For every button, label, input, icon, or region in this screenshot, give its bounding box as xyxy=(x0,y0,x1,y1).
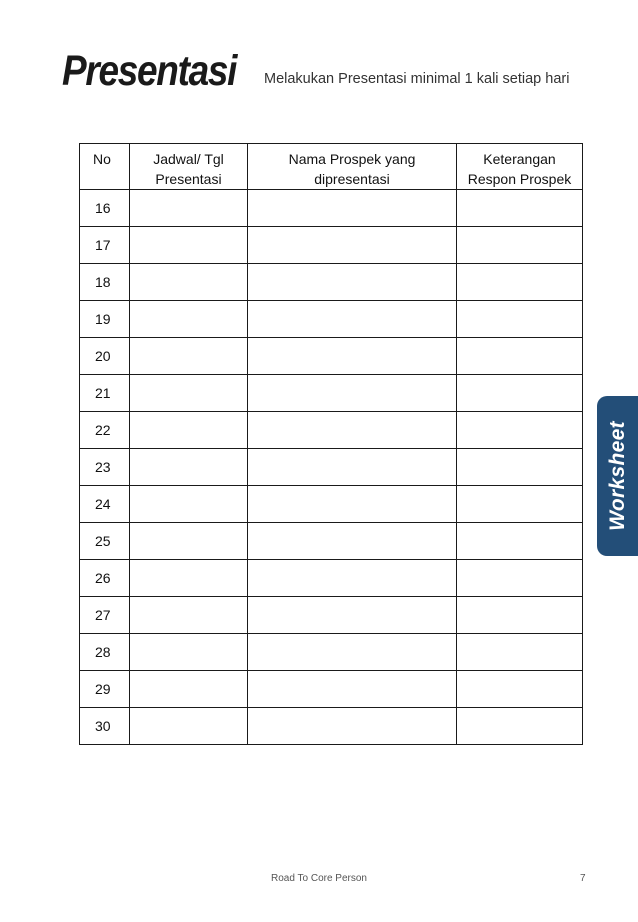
column-header-notes-line1: Keterangan xyxy=(483,151,556,167)
notes-cell[interactable] xyxy=(457,449,583,486)
row-number-cell: 18 xyxy=(80,264,130,301)
notes-cell[interactable] xyxy=(457,597,583,634)
prospect-name-cell[interactable] xyxy=(248,449,457,486)
prospect-name-cell[interactable] xyxy=(248,375,457,412)
notes-cell[interactable] xyxy=(457,560,583,597)
column-header-notes-line2: Respon Prospek xyxy=(467,171,572,187)
schedule-cell[interactable] xyxy=(130,375,248,412)
notes-cell[interactable] xyxy=(457,375,583,412)
column-header-prospect-name-line1: Nama Prospek yang xyxy=(288,151,416,167)
table-row xyxy=(80,227,583,264)
prospect-name-cell[interactable] xyxy=(248,338,457,375)
schedule-cell[interactable] xyxy=(130,671,248,708)
notes-cell[interactable] xyxy=(457,190,583,227)
table-row xyxy=(80,634,583,671)
page-subtitle: Melakukan Presentasi minimal 1 kali setiap hari xyxy=(264,71,570,87)
notes-cell[interactable] xyxy=(457,634,583,671)
row-number-cell: 24 xyxy=(80,486,130,523)
table-row xyxy=(80,560,583,597)
table-row xyxy=(80,301,583,338)
column-header-schedule-line2: Presentasi xyxy=(155,171,222,187)
schedule-cell[interactable] xyxy=(130,708,248,745)
worksheet-side-tab xyxy=(597,396,638,556)
table-row xyxy=(80,523,583,560)
schedule-cell[interactable] xyxy=(130,634,248,671)
schedule-cell[interactable] xyxy=(130,227,248,264)
table-row xyxy=(80,708,583,745)
table-row xyxy=(80,190,583,227)
prospect-name-cell[interactable] xyxy=(248,708,457,745)
row-number-cell: 30 xyxy=(80,708,130,745)
schedule-cell[interactable] xyxy=(130,301,248,338)
table-row xyxy=(80,264,583,301)
notes-cell[interactable] xyxy=(457,338,583,375)
row-number-cell: 22 xyxy=(80,412,130,449)
row-number-cell: 17 xyxy=(80,227,130,264)
column-header-no-label: No xyxy=(93,151,111,167)
schedule-cell[interactable] xyxy=(130,264,248,301)
schedule-cell[interactable] xyxy=(130,412,248,449)
column-header-notes xyxy=(457,144,583,190)
side-tab-label: Worksheet xyxy=(605,421,629,531)
prospect-name-cell[interactable] xyxy=(248,486,457,523)
column-header-prospect-name-line2: dipresentasi xyxy=(314,171,390,187)
row-number-cell: 27 xyxy=(80,597,130,634)
table-row xyxy=(80,338,583,375)
table-header-row xyxy=(80,144,583,190)
notes-cell[interactable] xyxy=(457,264,583,301)
table-row xyxy=(80,412,583,449)
notes-cell[interactable] xyxy=(457,708,583,745)
prospect-name-cell[interactable] xyxy=(248,597,457,634)
table-row xyxy=(80,671,583,708)
prospect-name-cell[interactable] xyxy=(248,190,457,227)
page-title: Presentasi xyxy=(62,47,237,95)
prospect-name-cell[interactable] xyxy=(248,301,457,338)
notes-cell[interactable] xyxy=(457,412,583,449)
schedule-cell[interactable] xyxy=(130,338,248,375)
notes-cell[interactable] xyxy=(457,227,583,264)
schedule-cell[interactable] xyxy=(130,560,248,597)
schedule-cell[interactable] xyxy=(130,486,248,523)
column-header-schedule xyxy=(130,144,248,190)
prospect-name-cell[interactable] xyxy=(248,227,457,264)
presentation-worksheet-table xyxy=(79,143,583,745)
table-body xyxy=(80,190,583,745)
schedule-cell[interactable] xyxy=(130,449,248,486)
table-row xyxy=(80,486,583,523)
row-number-cell: 20 xyxy=(80,338,130,375)
schedule-cell[interactable] xyxy=(130,523,248,560)
table-row xyxy=(80,449,583,486)
column-header-no xyxy=(80,144,130,190)
prospect-name-cell[interactable] xyxy=(248,264,457,301)
row-number-cell: 21 xyxy=(80,375,130,412)
column-header-schedule-line1: Jadwal/ Tgl xyxy=(153,151,224,167)
row-number-cell: 19 xyxy=(80,301,130,338)
notes-cell[interactable] xyxy=(457,486,583,523)
prospect-name-cell[interactable] xyxy=(248,523,457,560)
column-header-prospect-name xyxy=(248,144,457,190)
prospect-name-cell[interactable] xyxy=(248,560,457,597)
schedule-cell[interactable] xyxy=(130,190,248,227)
row-number-cell: 16 xyxy=(80,190,130,227)
row-number-cell: 29 xyxy=(80,671,130,708)
page-number: 7 xyxy=(580,873,586,884)
footer-text: Road To Core Person xyxy=(271,873,367,884)
notes-cell[interactable] xyxy=(457,523,583,560)
row-number-cell: 23 xyxy=(80,449,130,486)
table-row xyxy=(80,597,583,634)
row-number-cell: 28 xyxy=(80,634,130,671)
prospect-name-cell[interactable] xyxy=(248,634,457,671)
notes-cell[interactable] xyxy=(457,671,583,708)
prospect-name-cell[interactable] xyxy=(248,671,457,708)
table-row xyxy=(80,375,583,412)
row-number-cell: 25 xyxy=(80,523,130,560)
schedule-cell[interactable] xyxy=(130,597,248,634)
prospect-name-cell[interactable] xyxy=(248,412,457,449)
notes-cell[interactable] xyxy=(457,301,583,338)
row-number-cell: 26 xyxy=(80,560,130,597)
